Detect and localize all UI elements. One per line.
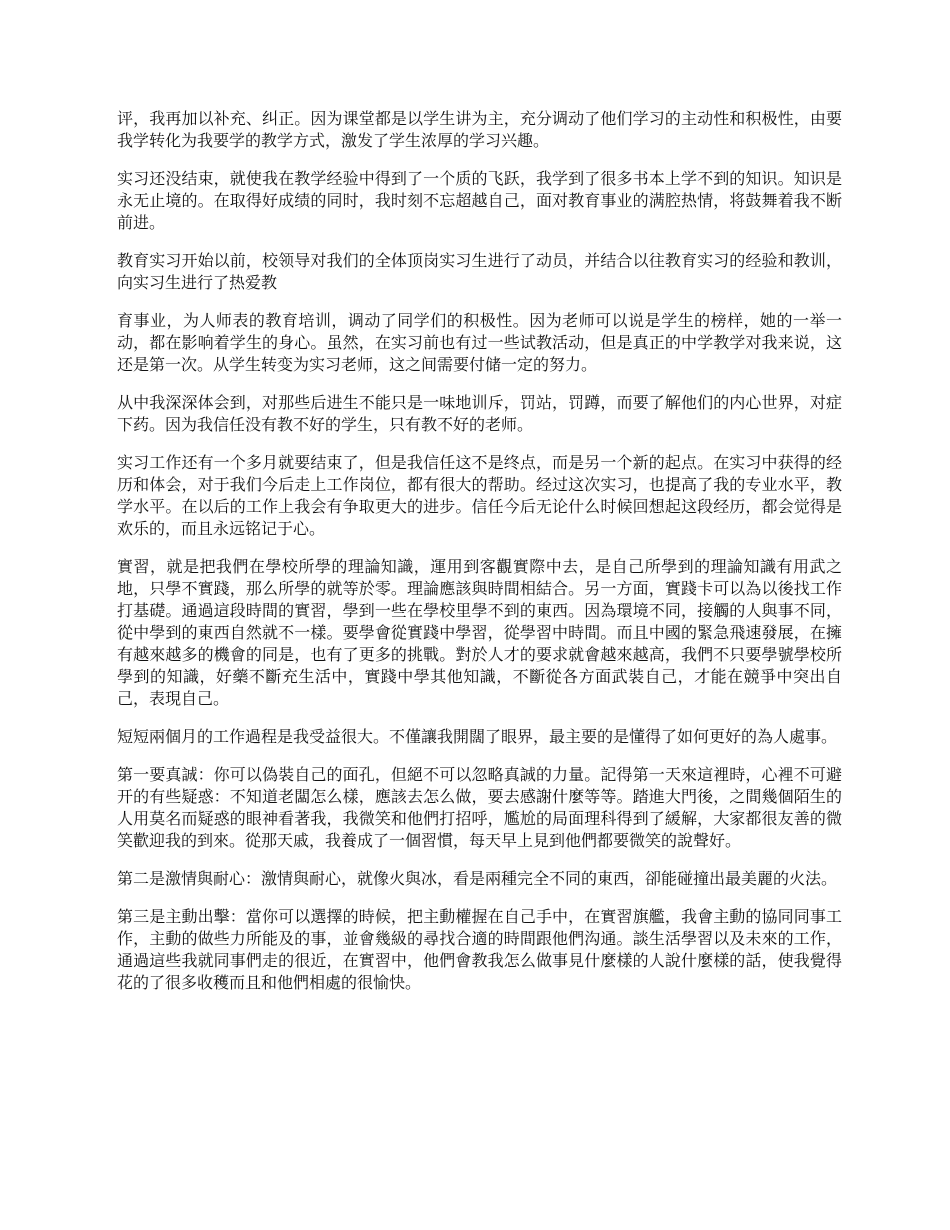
paragraph-5: 从中我深深体会到，对那些后进生不能只是一味地训斥，罚站，罚蹲，而要了解他们的内心世界，对症下药。因为我信任没有教不好的学生，只有教不好的老师。 xyxy=(117,393,842,434)
paragraph-4: 育事业，为人师表的教育培训，调动了同学们的积极性。因为老师可以说是学生的榜样，她的一举一动，都在影响着学生的身心。虽然，在实习前也有过一些试教活动，但是真正的中学教学对我来说，这还是第一次。从学生转变为实习老师，这之间需要付储一定的努力。 xyxy=(117,311,842,374)
paragraph-11: 第三是主動出擊：當你可以選擇的時候，把主動權握在自己手中，在實習旗艦，我會主動的協同同事工作，主動的做些力所能及的事，並會幾級的尋找合適的時間跟他們沟通。談生活學習以及未來的工作，通過這些我就同事們走的很近，在實習中，他們會教我怎么做事見什麼樣的人說什麼樣的話，使我覺得花的了很多收穫而且和他們相處的很愉快。 xyxy=(117,907,842,992)
paragraph-1: 评，我再加以补充、纠正。因为课堂都是以学生讲为主，充分调动了他们学习的主动性和积极性，由要我学转化为我要学的教学方式，激发了学生浓厚的学习兴趣。 xyxy=(117,109,842,150)
paragraph-6: 实习工作还有一个多月就要结束了，但是我信任这不是终点，而是另一个新的起点。在实习中获得的经历和体会，对于我们今后走上工作岗位，都有很大的帮助。经过这次实习，也提高了我的专业水平，教学水平。在以后的工作上我会有争取更大的进步。信任今后无论什么时候回想起这段经历，都会觉得是欢乐的，而且永远铭记于心。 xyxy=(117,453,842,538)
paragraph-8: 短短兩個月的工作過程是我受益很大。不僅讓我開闊了眼界，最主要的是懂得了如何更好的為人處事。 xyxy=(117,727,838,746)
document-page xyxy=(117,108,842,1010)
paragraph-3: 教育实习开始以前，校领导对我们的全体顶岗实习生进行了动员，并结合以往教育实习的经验和教训，向实习生进行了热爱教 xyxy=(117,251,842,292)
paragraph-9: 第一要真誠：你可以偽裝自己的面孔，但絕不可以忽略真誠的力量。記得第一天來這裡時，心裡不可避开的有些疑惑：不知道老闆怎么樣，應該去怎么做，要去感謝什麼等等。踏進大門後，之間幾個陌生的人用莫名而疑惑的眼神看著我，我微笑和他們打招呼，尷尬的局面理科得到了緩解，大家都很友善的微笑歡迎我的到來。從那天戚，我養成了一個習慣，每天早上見到他們都要微笑的說聲好。 xyxy=(117,765,842,850)
paragraph-2: 实习还没结束，就使我在教学经验中得到了一个质的飞跃，我学到了很多书本上学不到的知识。知识是永无止境的。在取得好成绩的同时，我时刻不忘超越自己，面对教育事业的满腔热情，将鼓舞着我不断前进。 xyxy=(117,169,842,232)
paragraph-7: 實習，就是把我們在學校所學的理論知識，運用到客觀實際中去，是自己所學到的理論知識有用武之地，只學不實踐，那么所學的就等於零。理論應該與時間相結合。另一方面，實踐卡可以為以後找工作打基礎。通過這段時間的實習，學到一些在學校里學不到的東西。因為環境不同，接觸的人與事不同，從中學到的東西自然就不一樣。要學會從實踐中學習，從學習中時間。而且中國的緊急飛速發展，在擁有越來越多的機會的同是，也有了更多的挑戰。對於人才的要求就會越來越高，我們不只要學號學校所學到的知識，好藥不斷充生活中，實踐中學其他知識，不斷從各方面武裝自己，才能在競爭中突出自己，表現自己。 xyxy=(117,557,842,708)
paragraph-10: 第二是激情與耐心：激情與耐心，就像火與冰，看是兩種完全不同的東西，卻能碰撞出最美麗的火法。 xyxy=(117,869,838,888)
